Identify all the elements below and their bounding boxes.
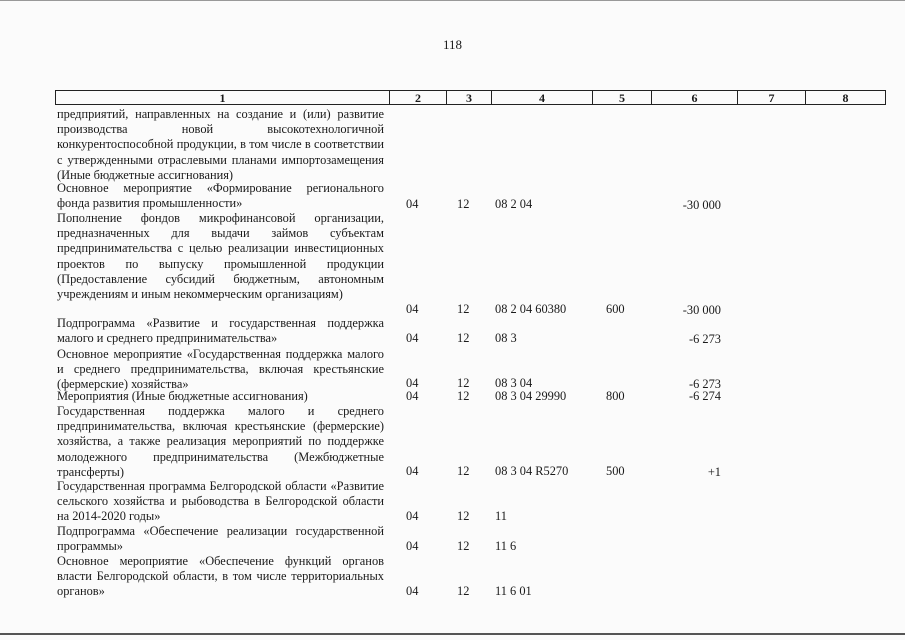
row-description: Пополнение фондов микрофинансовой организации, предназначенных для выдачи займов субъектам предпринимательства с целью реализации инвестиционных проектов по выпуску промышленной продукции (Предоставление субсидий бюджетным, автономным учреждениям и иным некоммерческим организациям)	[57, 211, 384, 302]
row-amount: +1	[707, 465, 721, 479]
row-description: Основное мероприятие «Обеспечение функций органов власти Белгородской области, в том числе территориальных органов»	[57, 554, 384, 599]
row-description: Государственная поддержка малого и среднего предпринимательства, включая крестьянские (фермерские) хозяйства, а также реализация мероприятий по поддержке молодежного предпринимательства (Межбюджетные трансферты)	[57, 404, 384, 479]
row-target-code: 08 3 04 R5270	[495, 464, 569, 478]
row-section: 04	[406, 197, 419, 211]
row-section: 04	[406, 376, 419, 390]
row-target-code: 08 3	[495, 331, 517, 345]
header-col-1: 1	[56, 91, 390, 104]
header-col-4: 4	[492, 91, 593, 104]
row-expense-type: 600	[606, 302, 625, 316]
row-section: 04	[406, 509, 419, 523]
row-target-code: 11	[495, 509, 507, 523]
row-section: 04	[406, 584, 419, 598]
row-description: Государственная программа Белгородской области «Развитие сельского хозяйства и рыбоводства в Белгородской области на 2014-2020 годы»	[57, 479, 384, 524]
row-section: 04	[406, 389, 419, 403]
row-subsection: 12	[457, 584, 470, 598]
row-section: 04	[406, 331, 419, 345]
top-edge-line	[0, 0, 905, 1]
row-description: Подпрограмма «Обеспечение реализации государственной программы»	[57, 524, 384, 554]
row-amount: -6 273	[688, 332, 721, 346]
row-expense-type: 500	[606, 464, 625, 478]
header-col-3: 3	[447, 91, 492, 104]
bottom-edge-line	[0, 633, 905, 635]
row-subsection: 12	[457, 376, 470, 390]
row-subsection: 12	[457, 539, 470, 553]
header-col-7: 7	[738, 91, 806, 104]
row-amount: -30 000	[682, 303, 721, 317]
header-col-8: 8	[842, 91, 849, 105]
row-expense-type: 800	[606, 389, 625, 403]
row-target-code: 11 6	[495, 539, 517, 553]
row-subsection: 12	[457, 331, 470, 345]
header-col-2: 2	[390, 91, 447, 104]
row-description: Основное мероприятие «Государственная поддержка малого и среднего предпринимательства, включая крестьянские (фермерские) хозяйства»	[57, 347, 384, 392]
row-description: предприятий, направленных на создание и (или) развитие производства новой высокотехнологичной конкурентоспособной продукции, в том числе в соответствии с утвержденными отраслевыми планами импортозамещения (Иные бюджетные ассигнования)	[57, 107, 384, 182]
row-description: Основное мероприятие «Формирование регионального фонда развития промышленности»	[57, 181, 384, 211]
table-header	[55, 90, 886, 105]
row-subsection: 12	[457, 302, 470, 316]
row-amount: -30 000	[682, 198, 721, 212]
page-number: 118	[442, 37, 463, 52]
row-amount: -6 274	[688, 389, 721, 403]
header-col-5: 5	[593, 91, 652, 104]
row-description: Подпрограмма «Развитие и государственная поддержка малого и среднего предпринимательства»	[57, 316, 384, 346]
header-col-6: 6	[652, 91, 738, 104]
row-subsection: 12	[457, 197, 470, 211]
row-target-code: 08 3 04 29990	[495, 389, 567, 403]
row-section: 04	[406, 539, 419, 553]
row-subsection: 12	[457, 509, 470, 523]
row-target-code: 11 6 01	[495, 584, 532, 598]
row-subsection: 12	[457, 389, 470, 403]
row-section: 04	[406, 464, 419, 478]
row-target-code: 08 2 04 60380	[495, 302, 567, 316]
row-target-code: 08 2 04	[495, 197, 533, 211]
row-section: 04	[406, 302, 419, 316]
row-subsection: 12	[457, 464, 470, 478]
row-amount: -6 273	[688, 377, 721, 391]
row-description: Мероприятия (Иные бюджетные ассигнования)	[57, 389, 308, 403]
row-target-code: 08 3 04	[495, 376, 533, 390]
